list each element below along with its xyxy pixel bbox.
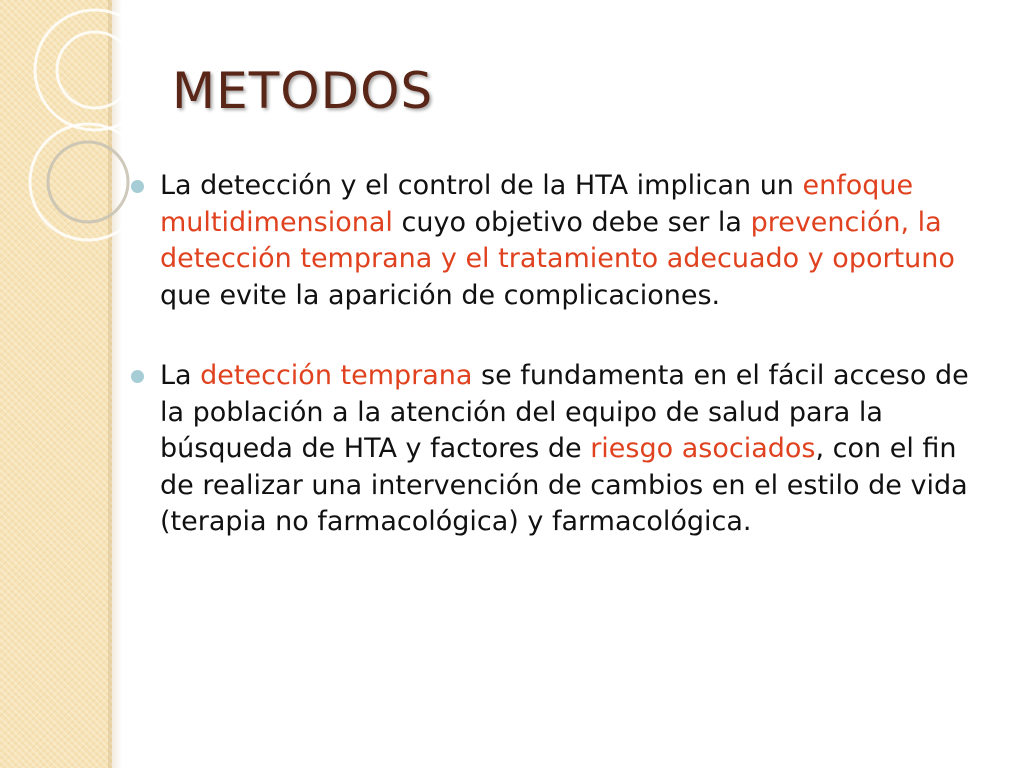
bullet-item <box>160 168 980 314</box>
bullet-item <box>160 358 980 541</box>
ring-lower-inner <box>48 142 128 222</box>
text-segment: se fundamenta en el fácil acceso de la población a la atención del equipo de salud para la búsqueda de HTA y factores de <box>160 360 969 464</box>
highlighted-text: enfoque multidimensional <box>160 170 914 238</box>
round-bullet-icon <box>131 370 144 383</box>
text-segment: La <box>160 360 201 391</box>
bullet-text <box>160 170 955 311</box>
text-segment: , con el fin de realizar una intervención de cambios en el estilo de vida (terapia no farmacológica) y farmacológica. <box>160 433 968 537</box>
text-segment: que evite la aparición de complicaciones. <box>160 279 721 311</box>
ring-outer <box>35 10 155 130</box>
highlighted-text: riesgo asociados <box>590 433 816 464</box>
round-bullet-icon <box>131 180 144 193</box>
ring-inner <box>57 32 133 108</box>
highlighted-text: detección temprana <box>200 360 473 391</box>
text-segment: La detección y el control de la HTA implican un <box>160 170 803 201</box>
highlighted-text: prevención, la detección temprana y el tratamiento adecuado y oportuno <box>160 206 955 274</box>
bullet-text <box>160 360 969 537</box>
bullet-list <box>160 168 980 585</box>
text-segment: cuyo objetivo debe ser la <box>392 206 751 238</box>
slide-title: METODOS <box>172 62 434 120</box>
